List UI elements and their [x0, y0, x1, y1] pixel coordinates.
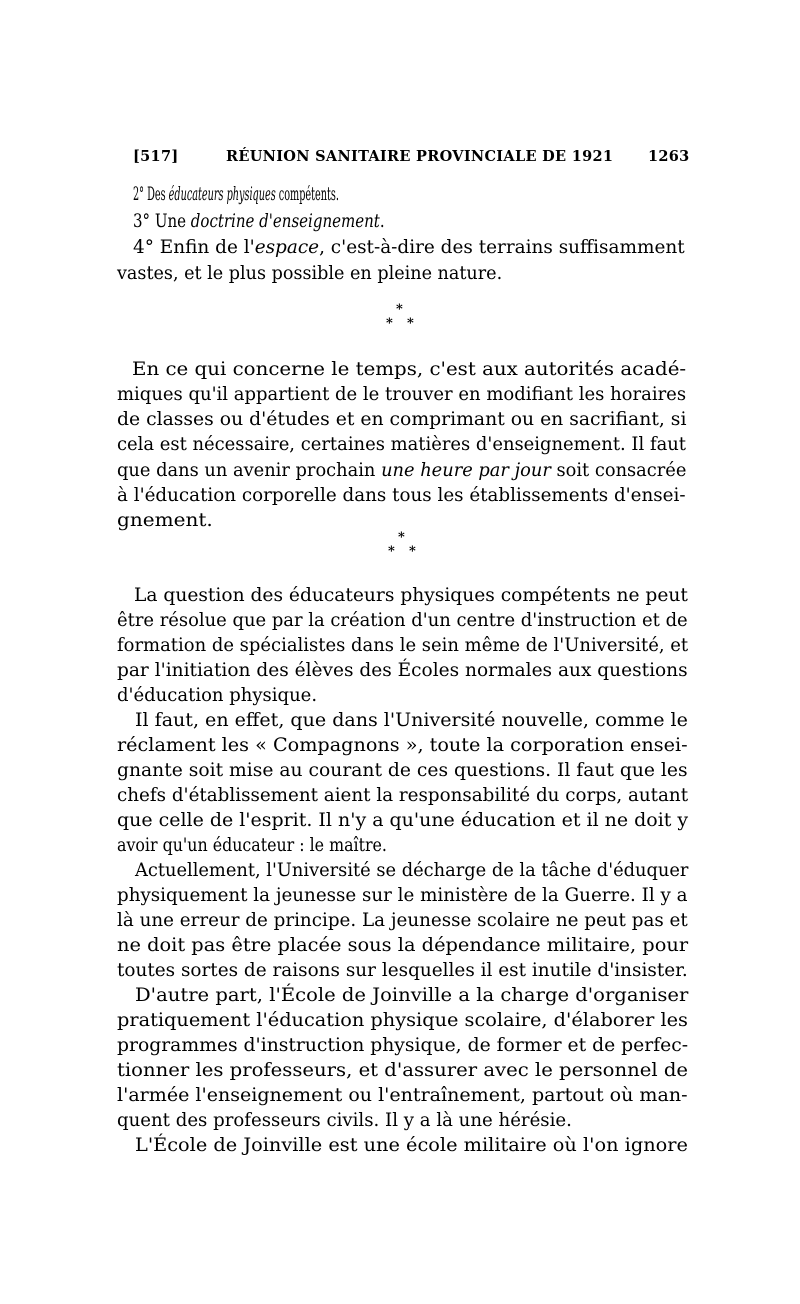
paragraph-line: là une erreur de principe. La jeunesse scolaire ne peut pas et: [117, 909, 688, 931]
paragraph-line: formation de spécialistes dans le sein même de l'Université, et: [117, 634, 689, 656]
paragraph-line: miques qu'il appartient de le trouver en modifiant les horaires: [117, 383, 687, 405]
paragraph-line: programmes d'instruction physique, de former et de perfec-: [117, 1034, 689, 1056]
paragraph-line: être résolue que par la création d'un centre d'instruction et de: [117, 609, 688, 631]
paragraph-line: D'autre part, l'École de Joinville a la charge d'organiser: [135, 984, 689, 1006]
paragraph-line: avoir qu'un éducateur : le maître.: [117, 834, 387, 856]
paragraph-line: Actuellement, l'Université se décharge de la tâche d'éduquer: [135, 859, 689, 881]
paragraph-line: à l'éducation corporelle dans tous les établissements d'ensei-: [117, 484, 686, 506]
book-page: [517] RÉUNION SANITAIRE PROVINCIALE DE 1921 1263 2° Des éducateurs physiques compétents. 3° Une doctrine d'enseignement. 4° Enfin de l'espace, c'est-à-dire des terrains suffisamment vastes, et le plus possible en pleine nature. * * * En ce qui concerne le temps, c'est aux autorités acadé- miques qu'il appartient de le trouver en modifiant les horaires de classes ou d'études et en comprimant ou en sacrifiant, si cela est nécessaire, certaines matières d'enseignement. Il faut que dans un avenir prochain une heure par jour soit consacrée à l'éducation corporelle dans tous les établissements d'ensei- gnement. * * * La question des éducateurs physiques compétents ne peut être résolue que par la création d'un centre d'instruction et de formation de spécialistes dans le sein même de l'Université, et par l'initiation des élèves des Écoles normales aux questions d'éducation physique. Il faut, en effet, que dans l'Université nouvelle, comme le réclament les « Compagnons », toute la corporation ensei- gnante soit mise au courant de ces questions. Il faut que les chefs d'établissement aient la responsabilité du corps, autant que celle de l'esprit. Il n'y a qu'une éducation et il ne doit y avoir qu'un éducateur : le maître. Actuellement, l'Université se décharge de la tâche d'éduquer physiquement la jeunesse sur le ministère de la Guerre. Il y a là une erreur de principe. La jeunesse scolaire ne peut pas et ne doit pas être placée sous la dépendance militaire, pour toutes sortes de raisons sur lesquelles il est inutile d'insister. D'autre part, l'École de Joinville a la charge d'organiser pratiquement l'éducation physique scolaire, d'élaborer les programmes d'instruction physique, de former et de perfec- tionner les professeurs, et d'assurer avec le personnel de l'armée l'enseignement ou l'entraînement, partout où man- quent des professeurs civils. Il y a là une hérésie. L'École de Joinville est une école militaire où l'on ignore: [117, 148, 690, 1156]
paragraph-line: que celle de l'esprit. Il n'y a qu'une éducation et il ne doit y: [117, 809, 689, 831]
list-item-3: 3° Une doctrine d'enseignement.: [133, 210, 385, 232]
paragraph-line: En ce qui concerne le temps, c'est aux autorités acadé-: [132, 358, 687, 380]
paragraph-line: par l'initiation des élèves des Écoles normales aux questions: [117, 659, 688, 681]
page-reference: [517]: [133, 148, 179, 165]
paragraph-line: quent des professeurs civils. Il y a là une hérésie.: [117, 1109, 572, 1131]
list-item-4-continuation: vastes, et le plus possible en pleine nature.: [117, 262, 503, 284]
paragraph-line: pratiquement l'éducation physique scolaire, d'élaborer les: [117, 1009, 688, 1031]
running-title: RÉUNION SANITAIRE PROVINCIALE DE 1921: [226, 148, 614, 165]
paragraph-line: l'armée l'enseignement ou l'entraînement, partout où man-: [117, 1084, 688, 1106]
paragraph-line: d'éducation physique.: [117, 684, 318, 706]
page-number: 1263: [648, 148, 690, 165]
paragraph-line: ne doit pas être placée sous la dépendance militaire, pour: [117, 934, 689, 956]
paragraph-line: Il faut, en effet, que dans l'Université nouvelle, comme le: [135, 709, 688, 731]
paragraph-line: physiquement la jeunesse sur le ministère de la Guerre. Il y a: [117, 884, 688, 906]
paragraph-line: que dans un avenir prochain une heure par jour soit consacrée: [117, 459, 687, 481]
paragraph-line: réclament les « Compagnons », toute la corporation ensei-: [117, 734, 688, 756]
paragraph-line: L'École de Joinville est une école militaire où l'on ignore: [135, 1134, 688, 1156]
list-item-4: 4° Enfin de l'espace, c'est-à-dire des terrains suffisamment: [133, 236, 685, 258]
paragraph-line: tionner les professeurs, et d'assurer avec le personnel de: [117, 1059, 689, 1081]
paragraph-line: cela est nécessaire, certaines matières d'enseignement. Il faut: [117, 433, 687, 455]
paragraph-line: toutes sortes de raisons sur lesquelles il est inutile d'insister.: [117, 959, 688, 981]
paragraph-line: de classes ou d'études et en comprimant ou en sacrifiant, si: [117, 408, 687, 430]
paragraph-line: chefs d'établissement aient la responsabilité du corps, autant: [117, 784, 689, 806]
paragraph-line: gnante soit mise au courant de ces questions. Il faut que les: [117, 759, 688, 781]
paragraph-line: La question des éducateurs physiques compétents ne peut: [134, 584, 688, 606]
list-item-2: 2° Des éducateurs physiques compétents.: [133, 183, 339, 205]
paragraph-line: gnement.: [117, 509, 213, 531]
